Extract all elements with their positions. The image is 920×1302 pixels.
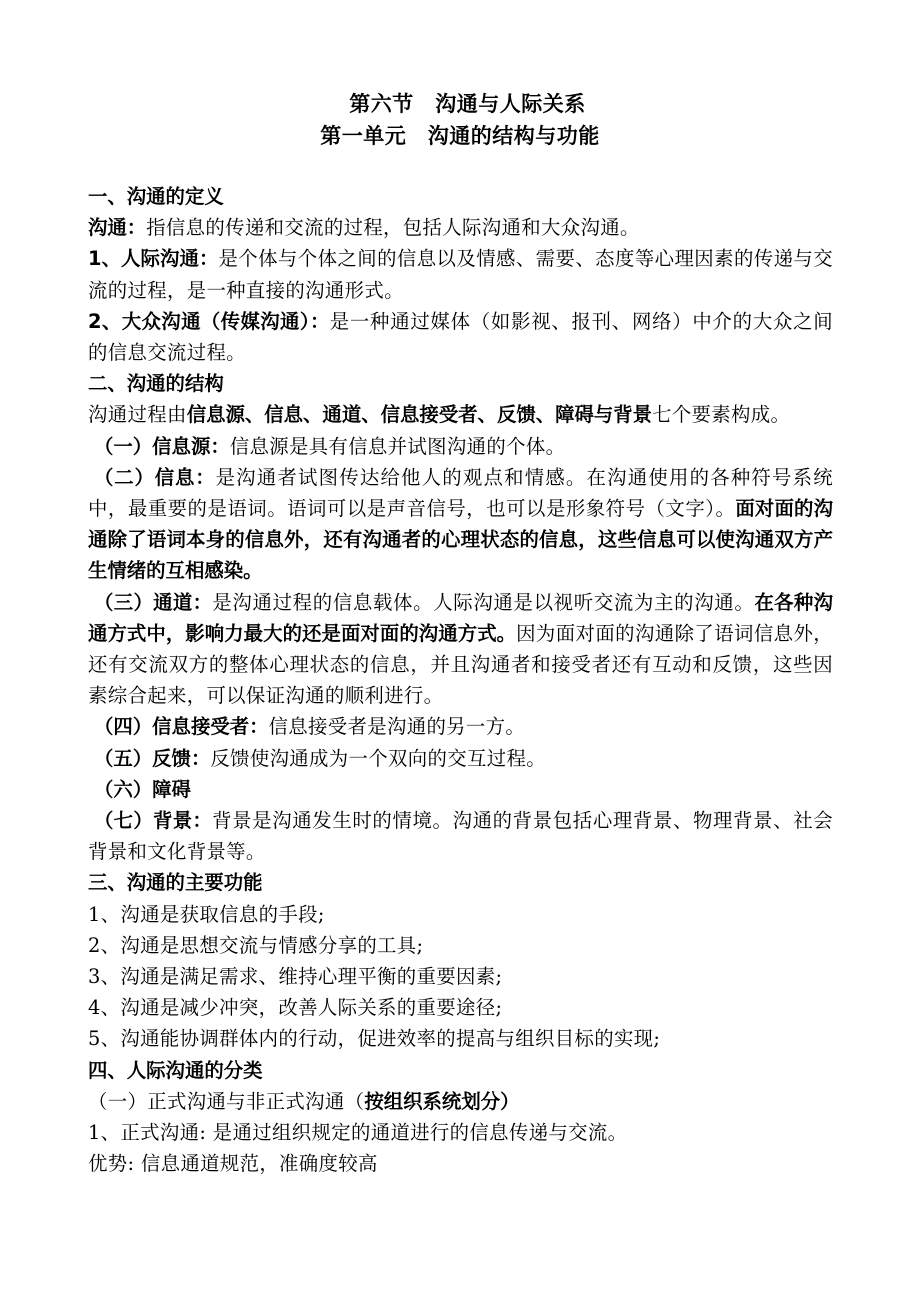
term-barrier: （六）障碍	[94, 777, 191, 801]
para-receiver	[88, 711, 833, 742]
bold-channel: 在各种沟通方式中，影响力最大的还是面对面的沟通方式。	[88, 590, 834, 645]
text-communication: 指信息的传递和交流的过程，包括人际沟通和大众沟通。	[146, 216, 640, 240]
para-message	[88, 462, 833, 587]
term-communication: 沟通：	[88, 216, 147, 240]
heading-structure: 二、沟通的结构	[88, 372, 224, 396]
intro-post: 七个要素构成。	[652, 403, 791, 427]
intro-elements: 信息源、信息、通道、信息接受者、反馈、障碍与背景	[186, 403, 653, 427]
para-definition	[88, 212, 833, 243]
para-source	[88, 431, 833, 462]
para-mass	[88, 306, 833, 368]
term-background: （七）背景：	[94, 809, 213, 833]
function-item: 1、沟通是获取信息的手段;	[88, 902, 325, 926]
term-mass: 2、大众沟通（传媒沟通）：	[88, 309, 330, 333]
text-background: 背景是沟通发生时的情境。沟通的背景包括心理背景、物理背景、社会背景和文化背景等。	[88, 809, 833, 864]
para-classification-sub	[88, 1086, 833, 1117]
term-receiver: （四）信息接受者：	[94, 715, 269, 739]
heading-definition: 一、沟通的定义	[88, 185, 224, 208]
term-message: （二）信息：	[94, 465, 216, 489]
section-title: 第六节 沟通与人际关系	[349, 92, 586, 116]
sub-pre: （一）正式沟通与非正式沟通（	[88, 1089, 365, 1113]
para-interpersonal	[88, 243, 833, 305]
para-advantage: 优势: 信息通道规范，准确度较高	[88, 1152, 378, 1176]
heading-functions: 三、沟通的主要功能	[88, 871, 263, 895]
text-interpersonal: 是个体与个体之间的信息以及情感、需要、态度等心理因素的传递与交流的过程，是一种直接的沟通形式。	[88, 247, 833, 302]
term-source: （一）信息源：	[94, 434, 230, 458]
para-formal: 1、正式沟通: 是通过组织规定的通道进行的信息传递与交流。	[88, 1121, 628, 1145]
function-item: 3、沟通是满足需求、维持心理平衡的重要因素;	[88, 965, 503, 989]
term-channel: （三）通道：	[94, 590, 213, 614]
term-interpersonal: 1、人际沟通：	[88, 247, 219, 271]
text-message: 是沟通者试图传达给他人的观点和情感。在沟通使用的各种符号系统中，最重要的是语词。语词可以是声音信号，也可以是形象符号（文字）。	[88, 465, 833, 521]
bold-message: 面对面的沟通除了语词本身的信息外，还有沟通者的心理状态的信息，这些信息可以使沟通双方产生情绪的互相感染。	[88, 497, 833, 583]
function-item: 2、沟通是思想交流与情感分享的工具;	[88, 933, 424, 957]
sub-bold: 按组织系统划分）	[364, 1089, 520, 1113]
text-feedback: 反馈使沟通成为一个双向的交互过程。	[210, 746, 546, 770]
para-background	[88, 805, 833, 867]
text-mass: 是一种通过媒体（如影视、报刊、网络）中介的大众之间的信息交流过程。	[88, 309, 833, 365]
para-feedback	[88, 743, 833, 774]
function-item: 5、沟通能协调群体内的行动，促进效率的提高与组织目标的实现;	[88, 1027, 661, 1051]
text-receiver: 信息接受者是沟通的另一方。	[268, 715, 526, 739]
text-channel-2: 因为面对面的沟通除了语词信息外，还有交流双方的整体心理状态的信息，并且沟通者和接受者还有互动和反馈，这些因素综合起来，可以保证沟通的顺利进行。	[88, 621, 833, 708]
para-barrier	[88, 774, 833, 805]
para-channel	[88, 587, 833, 712]
function-item: 4、沟通是减少冲突，改善人际关系的重要途径;	[88, 996, 503, 1020]
text-channel: 是沟通过程的信息载体。人际沟通是以视听交流为主的沟通。	[212, 590, 755, 614]
term-feedback: （五）反馈：	[94, 746, 211, 770]
unit-title: 第一单元 沟通的结构与功能	[320, 124, 600, 148]
text-source: 信息源是具有信息并试图沟通的个体。	[229, 434, 566, 458]
heading-classification: 四、人际沟通的分类	[88, 1058, 263, 1082]
intro-pre: 沟通过程由	[88, 403, 187, 427]
document-body	[88, 181, 833, 1180]
para-structure-intro	[88, 399, 833, 430]
title-block	[0, 88, 920, 152]
